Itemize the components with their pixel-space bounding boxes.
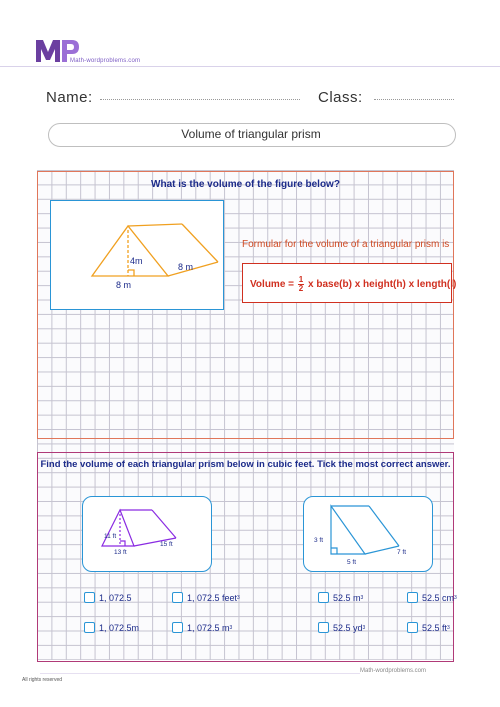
option-text: 1, 072.5 m xyxy=(187,622,230,633)
header-divider xyxy=(0,66,500,67)
option-a4[interactable] xyxy=(172,622,232,633)
formula-prefix: Volume = xyxy=(250,279,294,291)
footer-url: Math-wordproblems.com xyxy=(360,668,427,674)
example-base-label: 8 m xyxy=(116,280,132,290)
option-text: 52.5 m xyxy=(333,592,361,603)
checkbox[interactable] xyxy=(318,592,329,603)
name-label: Name: xyxy=(46,89,93,106)
formula-intro: Formular for the volume of a triangular prism is xyxy=(242,239,450,250)
formula-suffix: x base(b) x height(h) x length(l) xyxy=(308,279,457,291)
example-prism-figure xyxy=(50,200,224,310)
prism-b-length-label: 7 ft xyxy=(397,549,407,556)
example-height-label: 4m xyxy=(130,256,143,266)
prism-a-figure xyxy=(82,496,212,572)
formula-fraction xyxy=(298,276,304,293)
practice-question: Find the volume of each triangular prism below in cubic feet. Tick the most correct answer. xyxy=(40,459,451,470)
prism-a-base-label: 13 ft xyxy=(114,549,127,556)
option-b2[interactable] xyxy=(407,592,457,603)
option-b4[interactable] xyxy=(407,622,450,633)
prism-a-length-label: 15 ft xyxy=(160,541,173,548)
option-text: 1, 072.5 feet xyxy=(187,592,238,603)
option-text: 52.5 cm xyxy=(422,592,455,603)
checkbox[interactable] xyxy=(318,622,329,633)
prism-b-height-label: 3 ft xyxy=(314,537,324,544)
rights-text: All rights reserved xyxy=(22,677,63,683)
option-text: 1, 072.5m xyxy=(99,622,140,633)
option-unit: 3 xyxy=(237,594,240,601)
class-label: Class: xyxy=(318,89,363,106)
checkbox[interactable] xyxy=(407,622,418,633)
option-a2[interactable] xyxy=(172,592,240,603)
logo-url: Math-wordproblems.com xyxy=(70,58,141,64)
name-field[interactable] xyxy=(100,99,300,100)
option-text: 1, 072.5 xyxy=(99,592,132,603)
volume-formula xyxy=(250,276,456,293)
prism-b-figure xyxy=(303,496,433,572)
option-unit: 3 xyxy=(362,624,366,631)
option-text: 52.5 ft xyxy=(422,622,448,633)
checkbox[interactable] xyxy=(172,592,183,603)
option-unit: 3 xyxy=(229,624,233,631)
checkbox[interactable] xyxy=(172,622,183,633)
example-length-label: 8 m xyxy=(178,262,194,272)
checkbox[interactable] xyxy=(407,592,418,603)
option-a1[interactable] xyxy=(84,592,132,603)
page-title: Volume of triangular prism xyxy=(181,127,321,141)
option-b1[interactable] xyxy=(318,592,363,603)
footer-divider xyxy=(40,673,360,674)
fraction-numerator: 1 xyxy=(298,275,304,284)
option-a3[interactable] xyxy=(84,622,139,633)
prism-a-height-label: 11 ft xyxy=(104,533,117,540)
option-text: 52.5 yd xyxy=(333,622,363,633)
option-b3[interactable] xyxy=(318,622,365,633)
fraction-denominator: 2 xyxy=(298,284,304,293)
checkbox[interactable] xyxy=(84,592,95,603)
option-unit: 3 xyxy=(454,594,457,601)
option-unit: 3 xyxy=(360,594,364,601)
class-field[interactable] xyxy=(374,99,454,100)
prism-b-base-label: 5 ft xyxy=(347,559,357,566)
example-question: What is the volume of the figure below? xyxy=(151,179,340,190)
checkbox[interactable] xyxy=(84,622,95,633)
option-unit: 3 xyxy=(447,624,450,631)
